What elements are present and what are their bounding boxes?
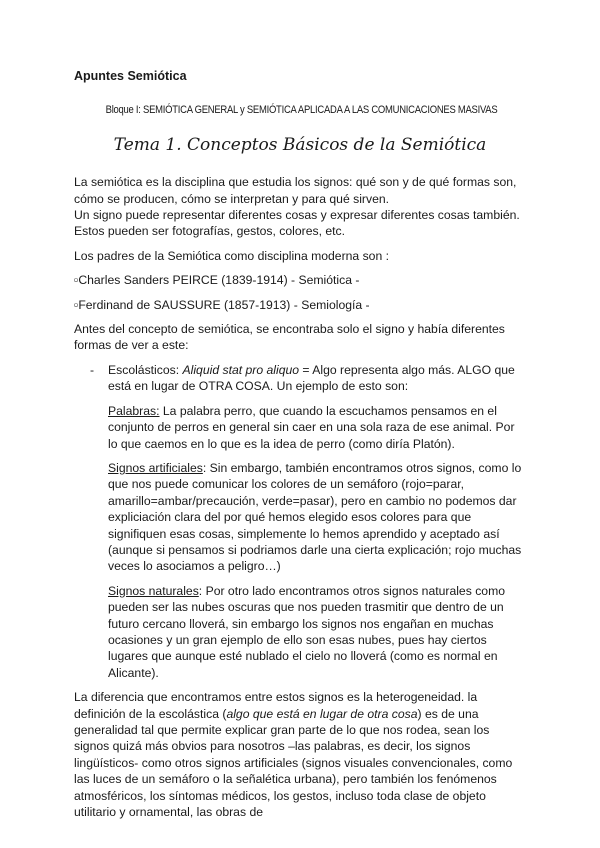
artificiales-text: : Sin embargo, también encontramos otros signos, como lo que nos puede comunicar los colores de un semáforo (rojo=parar, amarillo=ambar/precaución, verde=pasar), pero en cambio no podemos dar expliciación clara del por qué hemos elegido esos colores para que signifiquen esas cosas, simplemente lo hemos aprendido y aceptado así (aunque si pensamos si podriamos darle una cierta explicación; rojo muchas veces lo asociamos a peligro…) [108, 460, 522, 574]
diferencia-italic: algo que está en lugar de otra cosa [226, 706, 418, 721]
escolasticos-label: Escolásticos: [108, 362, 183, 377]
subparagraph-signos-naturales [108, 583, 526, 681]
naturales-label: Signos naturales [108, 583, 199, 598]
paragraph-diferencia [74, 689, 526, 820]
artificiales-label: Signos artificiales [108, 460, 203, 475]
diferencia-text-a: La diferencia que encontramos entre estos signos es la heterogeneidad. la definición de la escolástica ( [74, 690, 478, 721]
escolasticos-text: = Algo representa algo más. ALGO que está en lugar de OTRA COSA. Un ejemplo de esto son: [108, 362, 515, 394]
padre-saussure: ▫Ferdinand de SAUSSURE (1857-1913) - Semiología - [74, 297, 370, 312]
definition-line-1: La semiótica es la disciplina que estudia los signos: qué son y de qué formas son, cómo se producen, cómo se interpretan y para qué sirven. [74, 175, 517, 206]
palabras-text: La palabra perro, que cuando la escuchamos pensamos en el conjunto de perros en general sin caer en una sola raza de ese animal. Por lo que caemos en lo que es la idea de perro (como diría Platón). [108, 403, 515, 451]
subparagraph-signos-artificiales [108, 460, 526, 575]
paragraph-antes: Antes del concepto de semiótica, se encontraba solo el signo y había diferentes formas de ver a este: [74, 322, 505, 353]
definition-line-2: Un signo puede representar diferentes cosas y expresar diferentes cosas también. Estos pueden ser fotografías, gestos, colores, etc. [74, 208, 520, 239]
document-title: Apuntes Semiótica [74, 69, 187, 83]
subparagraph-palabras [108, 403, 526, 452]
tema-title: Tema 1. Conceptos Básicos de la Semiótica [113, 134, 487, 155]
paragraph-definition [74, 174, 526, 240]
palabras-label: Palabras: [108, 403, 160, 418]
padre-peirce: ▫Charles Sanders PEIRCE (1839-1914) - Semiótica - [74, 273, 360, 288]
paragraph-padres: Los padres de la Semiótica como disciplina moderna son : [74, 248, 390, 263]
list-dash: - [90, 362, 95, 377]
escolasticos-latin: Aliquid stat pro aliquo [182, 362, 300, 377]
block-title: Bloque I: SEMIÓTICA GENERAL y SEMIÓTICA APLICADA A LAS COMUNICACIONES MASIVAS [105, 104, 498, 117]
naturales-text: : Por otro lado encontramos otros signos naturales como pueden ser las nubes oscuras que nos pueden trasmitir que dentro de un futuro cercano lloverá, sin embargo los signos nos engañan en muchas ocasiones y un gran ejemplo de ello son esas nubes, pues hay ciertos lugares que aunque esté nublado el cielo no lloverá (como es normal en Alicante). [108, 583, 505, 680]
diferencia-text-b: ) es de una generalidad tal que permite explicar gran parte de lo que nos rodea, sean los signos quizá más obvios para nosotros –las palabras, es decir, los signos lingüísticos- como otros signos artificiales (signos visuales convencionales, como las luces de un semáforo o la señalética urbana), pero también los fenómenos atmosféricos, los síntomas médicos, los gestos, incluso toda clase de objeto utilitario y ornamental, las obras de [74, 706, 513, 820]
list-item-escolasticos [74, 362, 526, 395]
